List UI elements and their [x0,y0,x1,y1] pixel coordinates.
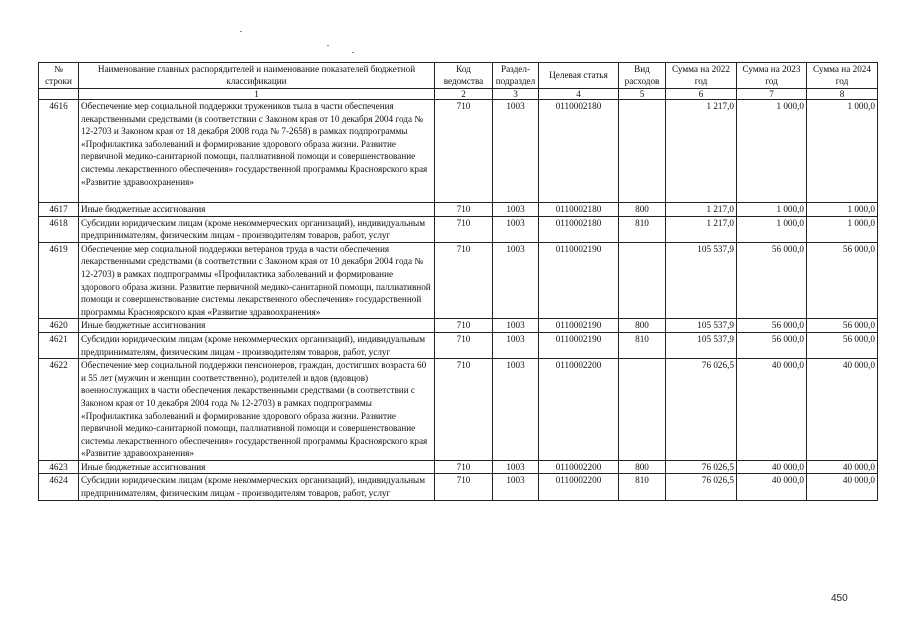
row-sum-2023: 1 000,0 [737,203,807,217]
row-sum-2022: 1 217,0 [666,100,737,203]
row-section: 1003 [493,242,539,319]
row-target: 0110002180 [539,203,619,217]
header-exp-type: Вид расходов [619,63,666,89]
row-dept: 710 [435,100,493,203]
header-sum-2022: Сумма на 2022 год [666,63,737,89]
row-number: 4617 [39,203,79,217]
column-number-row [39,89,878,100]
row-number: 4623 [39,460,79,474]
row-number: 4619 [39,242,79,319]
row-sum-2024: 56 000,0 [807,242,878,319]
row-sum-2024: 40 000,0 [807,474,878,500]
row-target: 0110002200 [539,474,619,500]
row-sum-2023: 40 000,0 [737,359,807,461]
budget-table [38,62,878,501]
row-name: Субсидии юридическим лицам (кроме некоммерческих организаций), индивидуальным предпринимателям, физическим лицам - производителям товаров, работ, услуг [79,216,435,242]
row-sum-2023: 1 000,0 [737,216,807,242]
row-target: 0110002190 [539,332,619,358]
header-target: Целевая статья [539,63,619,89]
row-section: 1003 [493,359,539,461]
row-sum-2022: 76 026,5 [666,460,737,474]
row-sum-2022: 105 537,9 [666,242,737,319]
row-number: 4621 [39,332,79,358]
scan-speck [240,31,242,32]
row-sum-2022: 76 026,5 [666,474,737,500]
row-sum-2022: 105 537,9 [666,319,737,333]
table-row [39,203,878,217]
row-section: 1003 [493,319,539,333]
column-number: 5 [619,89,666,100]
row-type [619,242,666,319]
row-dept: 710 [435,332,493,358]
row-name: Иные бюджетные ассигнования [79,203,435,217]
row-type: 800 [619,460,666,474]
row-type: 810 [619,216,666,242]
row-name: Обеспечение мер социальной поддержки тружеников тыла в части обеспечения лекарственными средствами (в соответствии с Законом края от 10 декабря 2004 года № 12-2703 и Законом края от 18 декабря 2008 года № 7-2658) в рамках подпрограммы «Профилактика заболеваний и формирование здорового образа жизни. Развитие первичной медико-санитарной помощи, паллиативной помощи и совершенствование системы лекарственного обеспечения» государственной программы Красноярского края «Развитие здравоохранения» [79,100,435,203]
row-name: Субсидии юридическим лицам (кроме некоммерческих организаций), индивидуальным предпринимателям, физическим лицам - производителям товаров, работ, услуг [79,474,435,500]
row-dept: 710 [435,319,493,333]
row-number: 4620 [39,319,79,333]
column-number: 4 [539,89,619,100]
row-type [619,359,666,461]
row-type [619,100,666,203]
row-number: 4616 [39,100,79,203]
row-name: Иные бюджетные ассигнования [79,460,435,474]
row-sum-2023: 40 000,0 [737,474,807,500]
row-target: 0110002190 [539,319,619,333]
row-sum-2023: 56 000,0 [737,319,807,333]
scan-speck [352,52,354,53]
row-sum-2023: 40 000,0 [737,460,807,474]
row-section: 1003 [493,474,539,500]
row-sum-2023: 1 000,0 [737,100,807,203]
column-number: 8 [807,89,878,100]
column-number: 6 [666,89,737,100]
table-row [39,319,878,333]
header-row [39,63,878,89]
row-type: 810 [619,332,666,358]
page-number: 450 [831,593,848,604]
row-sum-2024: 1 000,0 [807,203,878,217]
row-sum-2024: 56 000,0 [807,332,878,358]
header-sum-2023: Сумма на 2023 год [737,63,807,89]
row-section: 1003 [493,332,539,358]
row-type: 810 [619,474,666,500]
row-target: 0110002200 [539,460,619,474]
table-row [39,100,878,203]
table-row [39,460,878,474]
header-dept-code: Код ведомства [435,63,493,89]
row-target: 0110002180 [539,100,619,203]
row-sum-2022: 1 217,0 [666,216,737,242]
column-number [39,89,79,100]
row-name: Обеспечение мер социальной поддержки ветеранов труда в части обеспечения лекарственными средствами (в соответствии с Законом края от 10 декабря 2004 года № 12-2703) в рамках подпрограммы «Профилактика заболеваний и формирование здорового образа жизни. Развитие первичной медико-санитарной помощи, паллиативной помощи и совершенствование системы лекарственного обеспечения» государственной программы Красноярского края «Развитие здравоохранения» [79,242,435,319]
row-sum-2023: 56 000,0 [737,242,807,319]
row-type: 800 [619,203,666,217]
row-number: 4622 [39,359,79,461]
row-target: 0110002180 [539,216,619,242]
row-name: Иные бюджетные ассигнования [79,319,435,333]
row-name: Обеспечение мер социальной поддержки пенсионеров, граждан, достигших возраста 60 и 55 лет (мужчин и женщин соответственно), родителей и вдов (вдовцов) военнослужащих в части обеспечения лекарственными средствами (в соответствии с Законом края от 10 декабря 2004 года № 12-2703) в рамках подпрограммы «Профилактика заболеваний и формирование здорового образа жизни. Развитие первичной медико-санитарной помощи, паллиативной помощи и совершенствование системы лекарственного обеспечения» государственной программы Красноярского края «Развитие здравоохранения» [79,359,435,461]
header-sum-2024: Сумма на 2024 год [807,63,878,89]
header-row-no: № строки [39,63,79,89]
row-target: 0110002190 [539,242,619,319]
column-number: 2 [435,89,493,100]
row-dept: 710 [435,359,493,461]
row-type: 800 [619,319,666,333]
row-sum-2024: 1 000,0 [807,216,878,242]
table-row [39,359,878,461]
scan-speck [327,45,329,46]
table-row [39,216,878,242]
row-section: 1003 [493,216,539,242]
column-number: 7 [737,89,807,100]
row-sum-2022: 105 537,9 [666,332,737,358]
row-dept: 710 [435,242,493,319]
row-section: 1003 [493,203,539,217]
row-sum-2023: 56 000,0 [737,332,807,358]
table-row [39,242,878,319]
row-dept: 710 [435,460,493,474]
column-number: 1 [79,89,435,100]
table-body [39,100,878,501]
table-row [39,332,878,358]
row-sum-2024: 1 000,0 [807,100,878,203]
row-sum-2022: 1 217,0 [666,203,737,217]
row-sum-2024: 40 000,0 [807,460,878,474]
row-name: Субсидии юридическим лицам (кроме некоммерческих организаций), индивидуальным предпринимателям, физическим лицам - производителям товаров, работ, услуг [79,332,435,358]
header-section: Раздел-подраздел [493,63,539,89]
row-section: 1003 [493,100,539,203]
row-sum-2024: 40 000,0 [807,359,878,461]
row-dept: 710 [435,474,493,500]
table-row [39,474,878,500]
row-target: 0110002200 [539,359,619,461]
row-number: 4624 [39,474,79,500]
row-dept: 710 [435,203,493,217]
column-number: 3 [493,89,539,100]
row-sum-2024: 56 000,0 [807,319,878,333]
row-section: 1003 [493,460,539,474]
row-sum-2022: 76 026,5 [666,359,737,461]
row-number: 4618 [39,216,79,242]
row-dept: 710 [435,216,493,242]
header-name: Наименование главных распорядителей и наименование показателей бюджетной классификации [79,63,435,89]
